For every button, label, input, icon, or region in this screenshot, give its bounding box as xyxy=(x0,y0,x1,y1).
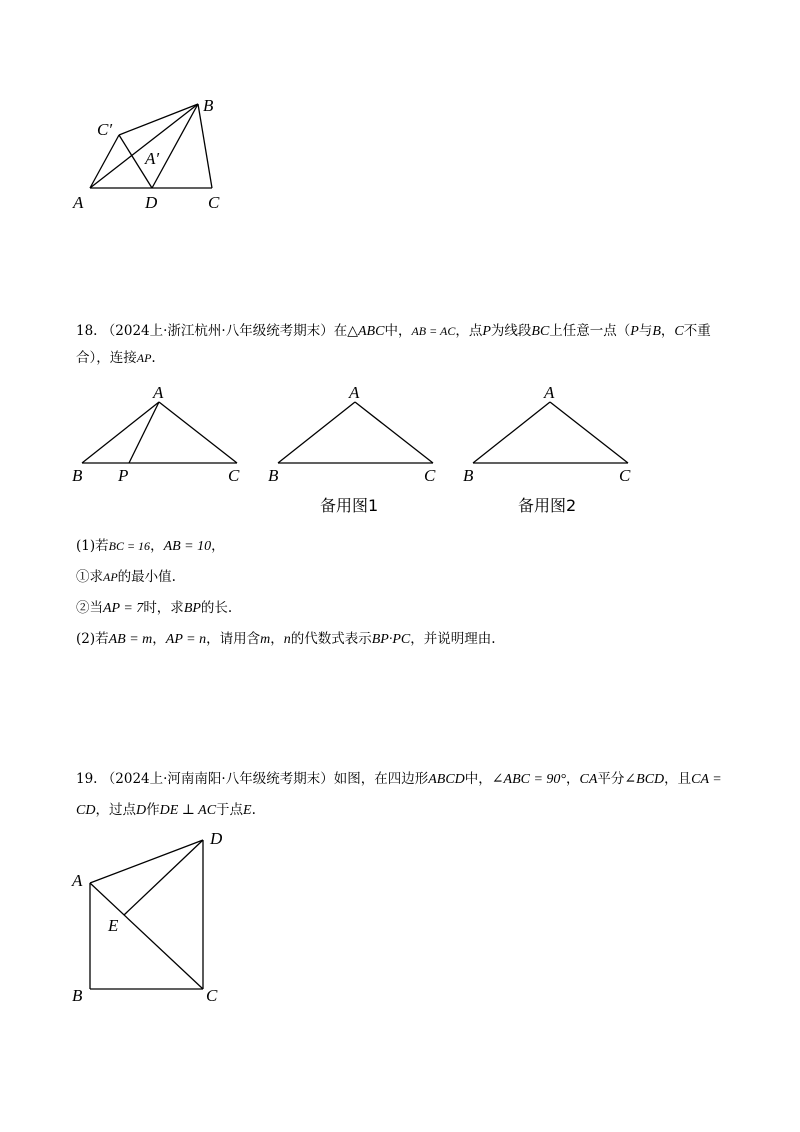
math-angle-bcd: ∠BCD xyxy=(624,772,665,787)
label-D: D xyxy=(145,193,158,212)
text: 时，求 xyxy=(143,600,184,616)
math-angle-abc-90: ∠ABC = 90° xyxy=(491,772,567,787)
math-ca-eq-cd: CA = CD xyxy=(76,772,722,818)
q18-part-2 xyxy=(76,624,736,655)
label-C: C xyxy=(206,986,218,1005)
text: 于点 xyxy=(216,802,244,818)
math-triangle-abc: △ABC xyxy=(347,324,385,339)
text: ，过点 xyxy=(95,802,136,818)
math-ab-eq-ac: AB = AC xyxy=(411,324,456,338)
question-18-stem xyxy=(76,318,736,371)
text: 不重合），连接 xyxy=(76,323,711,366)
question-19-stem xyxy=(76,764,736,826)
segment-DA xyxy=(90,840,203,883)
segment-DE xyxy=(124,840,203,915)
segment-BC xyxy=(198,104,212,188)
spare1-segment-AB xyxy=(278,402,355,463)
label-B: B xyxy=(72,466,83,485)
spare1-label-B: B xyxy=(268,466,279,485)
text: ①求 xyxy=(76,569,103,585)
figure-q17 xyxy=(0,0,260,230)
math-p: P xyxy=(630,324,639,339)
text: 的长. xyxy=(200,600,233,616)
figure-q18 xyxy=(0,380,800,520)
label-A: A xyxy=(153,383,164,402)
text: ， xyxy=(152,631,166,647)
q18-paragraph xyxy=(76,318,736,371)
question-18-parts xyxy=(76,531,736,655)
segment-AC xyxy=(90,883,203,989)
text: 中， xyxy=(384,323,412,339)
text: 作 xyxy=(146,802,160,818)
math-b: B xyxy=(652,324,661,339)
question-number: 19. xyxy=(76,771,98,787)
math-ab-eq-m: AB = m xyxy=(108,632,153,647)
math-ap-eq-n: AP = n xyxy=(165,632,207,647)
text: 如图，在四边形 xyxy=(333,771,429,787)
spare1-label-A: A xyxy=(349,383,360,402)
label-B: B xyxy=(203,96,214,115)
math-ap: AP xyxy=(103,570,118,584)
figure-q19-svg xyxy=(0,820,260,1020)
math-bc-eq-16: BC = 16 xyxy=(108,539,151,553)
text: 的最小值. xyxy=(117,569,176,585)
text: ， xyxy=(211,538,225,554)
text: ，并说明理由. xyxy=(410,631,496,647)
spare2-label-A: A xyxy=(544,383,555,402)
text: ， xyxy=(150,538,164,554)
question-number: 18. xyxy=(76,323,98,339)
label-A: A xyxy=(73,193,84,212)
q19-paragraph xyxy=(76,764,736,826)
text: 平分 xyxy=(597,771,625,787)
spare2-label-C: C xyxy=(619,466,631,485)
math-ab-eq-10: AB = 10 xyxy=(163,539,212,554)
text: ，请用含 xyxy=(206,631,261,647)
question-source: （2024上·河南南阳·八年级统考期末） xyxy=(101,771,334,787)
q18-sub-2 xyxy=(76,593,736,624)
text: 中， xyxy=(464,771,492,787)
text: 上任意一点（ xyxy=(549,323,631,339)
label-C-prime: C′ xyxy=(97,120,113,139)
segment-AC-prime xyxy=(90,135,119,188)
text: (2)若 xyxy=(76,631,109,647)
math-d: D xyxy=(135,803,147,818)
text: (1)若 xyxy=(76,538,109,554)
segment-AC xyxy=(159,402,237,463)
segment-AP xyxy=(129,402,159,463)
math-ap-eq-7: AP = 7 xyxy=(103,601,144,616)
question-source: （2024上·浙江杭州·八年级统考期末） xyxy=(101,323,334,339)
label-D: D xyxy=(210,829,223,848)
math-ca: CA xyxy=(579,772,598,787)
q18-sub-1 xyxy=(76,562,736,593)
text: ， xyxy=(660,323,675,339)
text: . xyxy=(151,350,156,366)
caption-spare-figure-2: 备用图2 xyxy=(518,496,577,515)
caption-spare-figure-1: 备用图1 xyxy=(320,496,379,515)
text: 在 xyxy=(333,323,348,339)
math-de-perp-ac: DE ⊥ AC xyxy=(159,803,217,818)
math-abcd: ABCD xyxy=(428,772,465,787)
figure-q19 xyxy=(0,820,260,1020)
spare2-segment-AC xyxy=(550,402,628,463)
segment-AB xyxy=(82,402,159,463)
text: ， xyxy=(566,771,580,787)
math-m: m xyxy=(260,632,271,647)
text: ②当 xyxy=(76,600,103,616)
math-c: C xyxy=(674,324,684,339)
math-bc: BC xyxy=(531,324,550,339)
math-bp-times-pc: BP·PC xyxy=(371,632,411,647)
segment-DB xyxy=(152,104,198,188)
text: 与 xyxy=(638,323,653,339)
label-C: C xyxy=(208,193,220,212)
label-C: C xyxy=(228,466,240,485)
spare1-segment-AC xyxy=(355,402,433,463)
text: . xyxy=(251,802,256,818)
label-A-prime: A′ xyxy=(145,149,160,168)
math-e: E xyxy=(243,803,252,818)
math-p: P xyxy=(482,324,491,339)
segment-C-prime-B xyxy=(119,104,198,135)
spare1-label-C: C xyxy=(424,466,436,485)
figure-q18-svg xyxy=(0,380,800,520)
label-A: A xyxy=(72,871,83,890)
text: 为线段 xyxy=(490,323,532,339)
math-bp: BP xyxy=(183,601,201,616)
figure-q17-svg xyxy=(0,0,260,230)
q18-part-1 xyxy=(76,531,736,562)
spare2-label-B: B xyxy=(463,466,474,485)
label-P: P xyxy=(118,466,129,485)
text: ，点 xyxy=(455,323,483,339)
label-B: B xyxy=(72,986,83,1005)
math-ap: AP xyxy=(136,351,152,365)
text: ， xyxy=(270,631,284,647)
math-n: n xyxy=(283,632,291,647)
text: ，且 xyxy=(664,771,692,787)
label-E: E xyxy=(108,916,119,935)
spare2-segment-AB xyxy=(473,402,550,463)
text: 的代数式表示 xyxy=(290,631,372,647)
